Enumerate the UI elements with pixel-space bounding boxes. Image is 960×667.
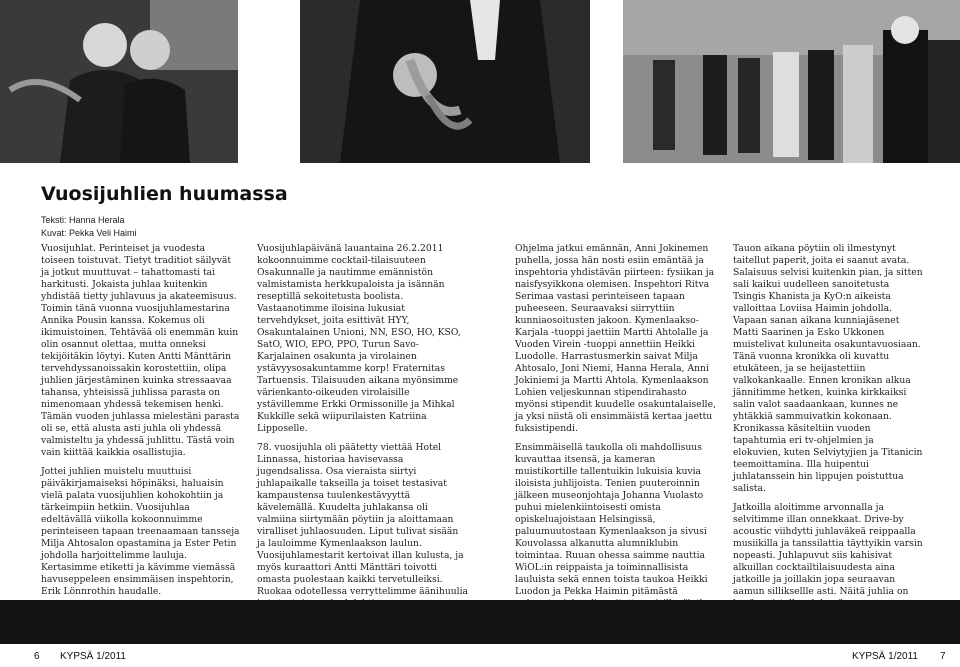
article-column-1 [41, 243, 241, 605]
photo-horseshoe [300, 0, 590, 163]
footer-strip [0, 644, 960, 667]
photo-party-guests [623, 0, 960, 163]
paragraph: 78. vuosijuhla oli päätetty viettää Hotel Linnassa, historiaa havisevassa jugendsalissa. Osa vieraista siirtyi juhlapaikalle takseilla ja toiset testasivat kampaustensa tuulenkestävyyttä kävelemällä. Kuudelta juhlakansa oli valmiina siirtymään pöytiin ja aloittamaan viralliset juhlaosuuden. Liput tulivat sisään ja lauloimme Kymenlaakson laulun. Vuosijuhlamestarit kertoivat illan kulusta, ja myös kuraattori Antti Mänttäri toivotti omasta puolestaan kaikki tervetulleiksi. Ruokaa odotellessa verryttelimme äänihuulia [257, 442, 469, 597]
paragraph: Vuosijuhlat. Perinteiset ja vuodesta toiseen toistuvat. Tietyt traditiot säilyvät ja jotkut muuttuvat – tahattomasti tai harkitusti. Jokaista juhlaa kuitenkin yhdistää tietty juhlavuus ja akateemisuus. Toimin tänä vuonna vuosijuhlamestarina Annika Pousin kanssa. Kokemus oli ikimuistoinen. Tehtävää oli enemmän kuin olin osannut olettaa, mutta onneksi tekijöitäkin löytyi. Kuten Antti Mänttärin tervehdyssanoissakin korostettiin, olipa juhlien järjestäminen kuinka stressaavaa tahansa, yhteisissä juhlissa parasta on nimenomaan yhdessä tekemisen henki. Tämän vuoden juhlassa mielestäni parasta oli se, että alusta asti juhla oli yhdessä valmisteltu ja yhdessä juhlittu. Tästä voin vain kiittää kaikkia osallistujia. [41, 243, 240, 458]
paragraph: Jottei juhlien muistelu muuttuisi päiväkirjamaiseksi höpinäksi, haluaisin vielä palata vuosijuhlien kohokohtiin ja tärkeimpiin hetkiin. Vuosijuhlaa edeltävällä viikolla kokoonnuimme perinteiseen tapaan treenaamaan tansseja Milja Ahtosalon opastamina ja Ester Petin johdolla harjoittelimme lauluja. Kertasimme etiketti ja kävimme viemässä havuseppeleen ensimmäisen inspehtorin, Erik Lönnrothin haudalle. [41, 466, 240, 597]
article-column-2 [257, 243, 469, 617]
footer-bar [0, 600, 960, 644]
article-column-3 [515, 243, 717, 629]
text-credit: Teksti: Hanna Herala [41, 215, 125, 225]
magazine-issue-right: KYPSÄ 1/2011 [852, 651, 918, 662]
paragraph: Tauon aikana pöytiin oli ilmestynyt taitellut paperit, joita ei saanut avata. Salaisuus selvisi kuitenkin pian, ja sitten sali kaikui uudelleen sanoitetusta Tsingis Khanista ja KyO:n aikeista valloittaa Loviisa Haimin johdolla. Vapaan sanan aikana kunniajäsenet Matti Saarinen ja Esko Ukkonen muistelivat kuluneita osakuntavuosiaan. Tänä vuonna kronikka oli kuvattu etukäteen, ja se heijastettiin valkokankaalle. Ennen kronikan alkua jännitimme hetken, kuinka kirkkaiksi salin valot saadaankaan, kunnes ne yhtäkkiä sammuivatkin kokonaan. Kronikassa käsiteltiin vuoden tapahtumia eri tv-ohjelmien ja elokuvien, kuten Selviytyjien ja Titanicin teemoittamina. Illa huipentui juhlatanssein hin lippujen poistuttua salista. [733, 243, 923, 494]
photo-two-women [0, 0, 238, 163]
article-title: Vuosijuhlien huumassa [41, 183, 288, 205]
paragraph: Vuosijuhlapäivänä lauantaina 26.2.2011 kokoonnuimme cocktail-tilaisuuteen Osakunnalle ja nautimme emännistön valmistamista herkkupaloista ja isännän reseptillä sekoitetusta boolista. Vastaanotimme iloisina lukusiat tervehdykset, joita esittivät HYY, Osakuntalainen Unioni, NN, ESO, HO, KSO, SatO, WIO, EPO, PPO, Turun Savo-Karjalainen osakunta ja virolainen ystävyysosakuntamme korp! Fraternitas Tartuensis. Tilaisuuden aikana myönsimme värienkanto-oikeuden virolaisille ystävillemme Erkki Ormissonille ja Mihkal Kukkille sekä wiipurilaisten Katriina Lipposelle. [257, 243, 461, 434]
photo-credit: Kuvat: Pekka Veli Haimi [41, 228, 137, 238]
page-number-right: 7 [940, 651, 946, 662]
page-number-left: 6 [34, 651, 40, 662]
magazine-issue-left: KYPSÄ 1/2011 [60, 651, 126, 662]
paragraph: Ensimmäisellä taukolla oli mahdollisuus kuvauttaa itsensä, ja kameran muistikortille tallentuikin lukuisia kuvia iloisista juhlijoista. Tenien puuteroinnin jälkeen museonjohtaja Johanna Vuolasto puhui mielenkiintoisesti omista opiskeluajoistaan Helsingissä, paluumuutostaan Kymenlaakson ja sivusi Kouvolassa alkanutta alumniklubin toimintaa. Ruuan ohessa saimme nauttia WiOL:in reippaista ja toiminnallisista lauluista sekä ennen toista taukoa Heikki Luodon ja Pekka Haimin pitämästä [515, 442, 708, 597]
paragraph: Ohjelma jatkui emännän, Anni Jokinemen puhella, jossa hän nosti esiin emäntää ja inspehtoria yhdistävän piirteen: fysiikan ja naisfysyikkona olemisen. Inspehtori Ritva Serimaa vastasi perinteiseen tapaan puheeseen. Seuraavaksi siirryttiin kunniaosoitusten jakoon. Kymenlaakso-Karjala -tuoppi jaettiin Martti Ahtolalle ja Vuoden Virein -tuoppi annettiin Heikki Luodolle. Harrastusmerkin saivat Milja Ahtosalo, Joni Niemi, Hanna Herala, Anni Jokiniemi ja Martti Ahtola. Kymenlaakson Lohien veljeskunnan stipendirahasto myönsi stipendit kuudelle osakuntalaiselle, ja yksi niistä oli ensimmäistä kertaa jaettu fuksistipendi. [515, 243, 716, 434]
article-column-4 [733, 243, 923, 617]
paragraph: Jatkoilla aloitimme arvonnalla ja selvitimme illan onnekkaat. Drive-by acoustic viihdytti juhlaväkeä reippaalla musiikilla ja tanssilattia täyttyikin varsin nopeasti. Juhlapuvut siis kahisivat alkuillan cocktailtilaisuudesta aina jatkoille ja joillakin jopa seuraavan aamun silliksellle asti. Näitä juhlia on [733, 502, 923, 597]
